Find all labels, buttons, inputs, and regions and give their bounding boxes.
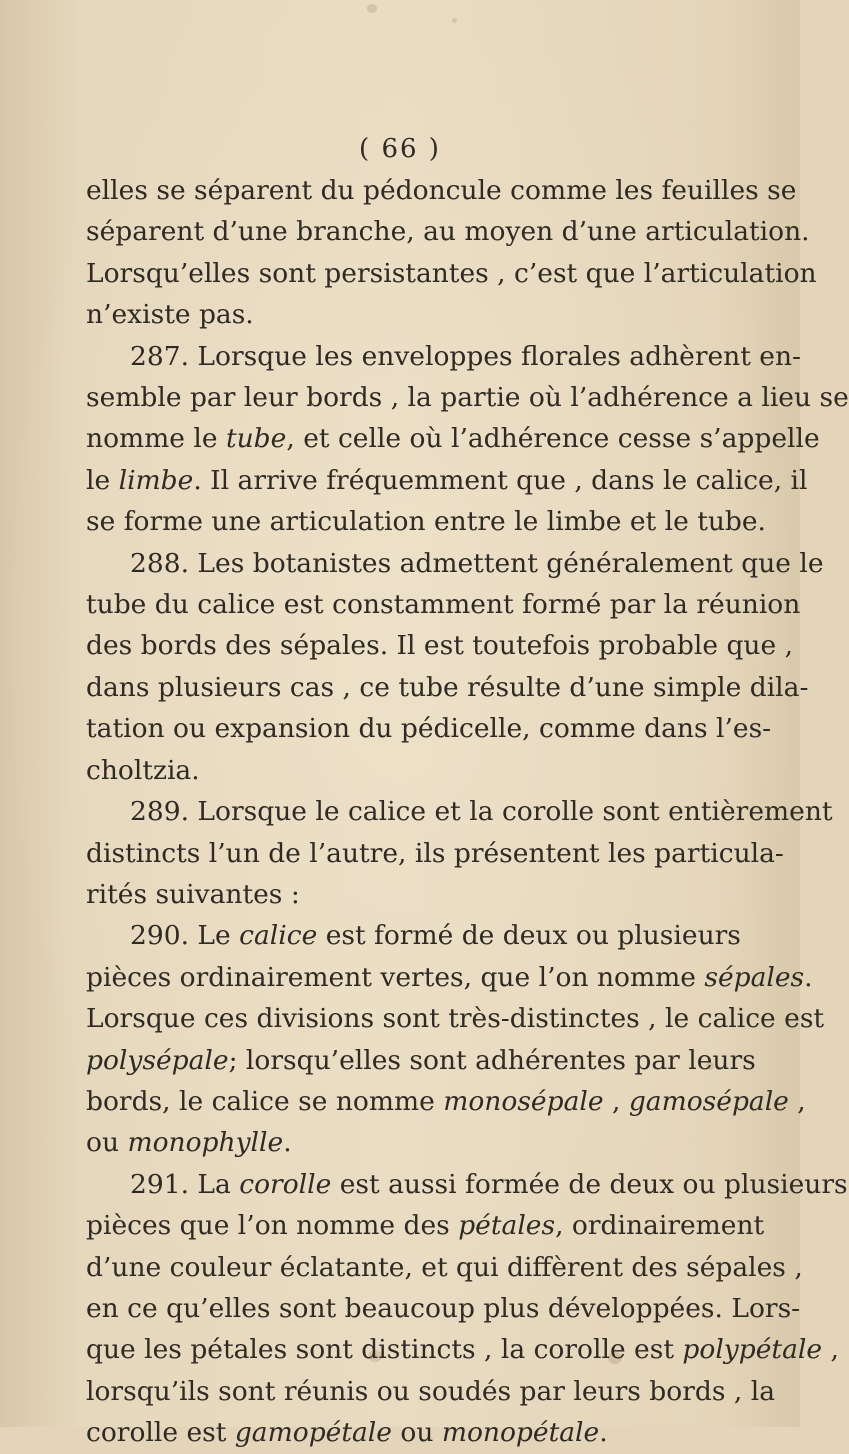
text-line: tube du calice est constamment formé par la réunion (86, 589, 801, 621)
text-line: Lorsqu’elles sont persistantes , c’est que l’articulation (86, 257, 817, 289)
page-body-text (86, 170, 849, 1454)
text-line: elles se séparent du pédoncule comme les feuilles se (86, 175, 797, 206)
text-line: polysépale; lorsqu’elles sont adhérentes par leurs (86, 1044, 756, 1076)
text-line: nomme le tube, et celle où l’adhérence cesse s’appelle (86, 423, 820, 455)
text-line: des bords des sépales. Il est toutefois probable que , (86, 630, 793, 662)
text-line: dans plusieurs cas , ce tube résulte d’une simple dila- (86, 671, 809, 703)
page-number: ( 66 ) (359, 134, 441, 164)
text-line: bords, le calice se nomme monosépale , gamosépale , (86, 1085, 806, 1117)
term-gamosepale: gamosépale (628, 1085, 789, 1117)
text-line: n’existe pas. (86, 299, 254, 331)
text-line: ou monophylle. (86, 1127, 292, 1159)
text-line: que les pétales sont distincts , la corolle est polypétale , (86, 1334, 839, 1366)
text-line: pièces ordinairement vertes, que l’on nomme sépales. (86, 961, 813, 993)
term-calice: calice (239, 920, 318, 952)
term-gamopetale: gamopétale (234, 1417, 392, 1449)
text-line: corolle est gamopétale ou monopétale. (86, 1417, 608, 1449)
term-polysepale: polysépale (86, 1044, 229, 1076)
paper-speck (367, 4, 377, 13)
paragraph-291-start: 291. La corolle est aussi formée de deux ou plusieurs (130, 1168, 848, 1200)
term-polypetale: polypétale (682, 1334, 823, 1366)
text-line: choltzia. (86, 754, 200, 786)
term-limbe: limbe (118, 464, 194, 496)
paragraph-289-start: 289. Lorsque le calice et la corolle sont entièrement (130, 796, 833, 828)
text-line: Lorsque ces divisions sont très-distinctes , le calice est (86, 1003, 825, 1035)
text-line: tation ou expansion du pédicelle, comme dans l’es- (86, 713, 772, 745)
text-line: distincts l’un de l’autre, ils présentent les particula- (86, 837, 784, 869)
text-line: d’une couleur éclatante, et qui diffèrent des sépales , (86, 1251, 803, 1283)
term-monosepale: monosépale (443, 1085, 604, 1117)
text-line: en ce qu’elles sont beaucoup plus développées. Lors- (86, 1292, 801, 1324)
text-line: séparent d’une branche, au moyen d’une articulation. (86, 216, 810, 248)
paragraph-288-start: 288. Les botanistes admettent généralement que le (130, 547, 824, 579)
paragraph-287-start: 287. Lorsque les enveloppes florales adhèrent en- (130, 340, 802, 372)
text-line: rités suivantes : (86, 878, 300, 910)
paper-speck (452, 18, 457, 23)
term-monophylle: monophylle (127, 1127, 284, 1159)
text-line: le limbe. Il arrive fréquemment que , dans le calice, il (86, 464, 808, 496)
term-tube: tube (225, 423, 287, 455)
term-sepales: sépales (704, 961, 805, 993)
text-line: semble par leur bords , la partie où l’adhérence a lieu se (86, 382, 849, 414)
text-line: se forme une articulation entre le limbe et le tube. (86, 506, 766, 538)
term-monopetale: monopétale (441, 1417, 600, 1449)
paragraph-290-start: 290. Le calice est formé de deux ou plusieurs (130, 920, 741, 952)
text-line: lorsqu’ils sont réunis ou soudés par leurs bords , la (86, 1375, 775, 1407)
term-petales: pétales (458, 1210, 556, 1242)
term-corolle: corolle (239, 1168, 332, 1200)
text-line: pièces que l’on nomme des pétales, ordinairement (86, 1210, 765, 1242)
